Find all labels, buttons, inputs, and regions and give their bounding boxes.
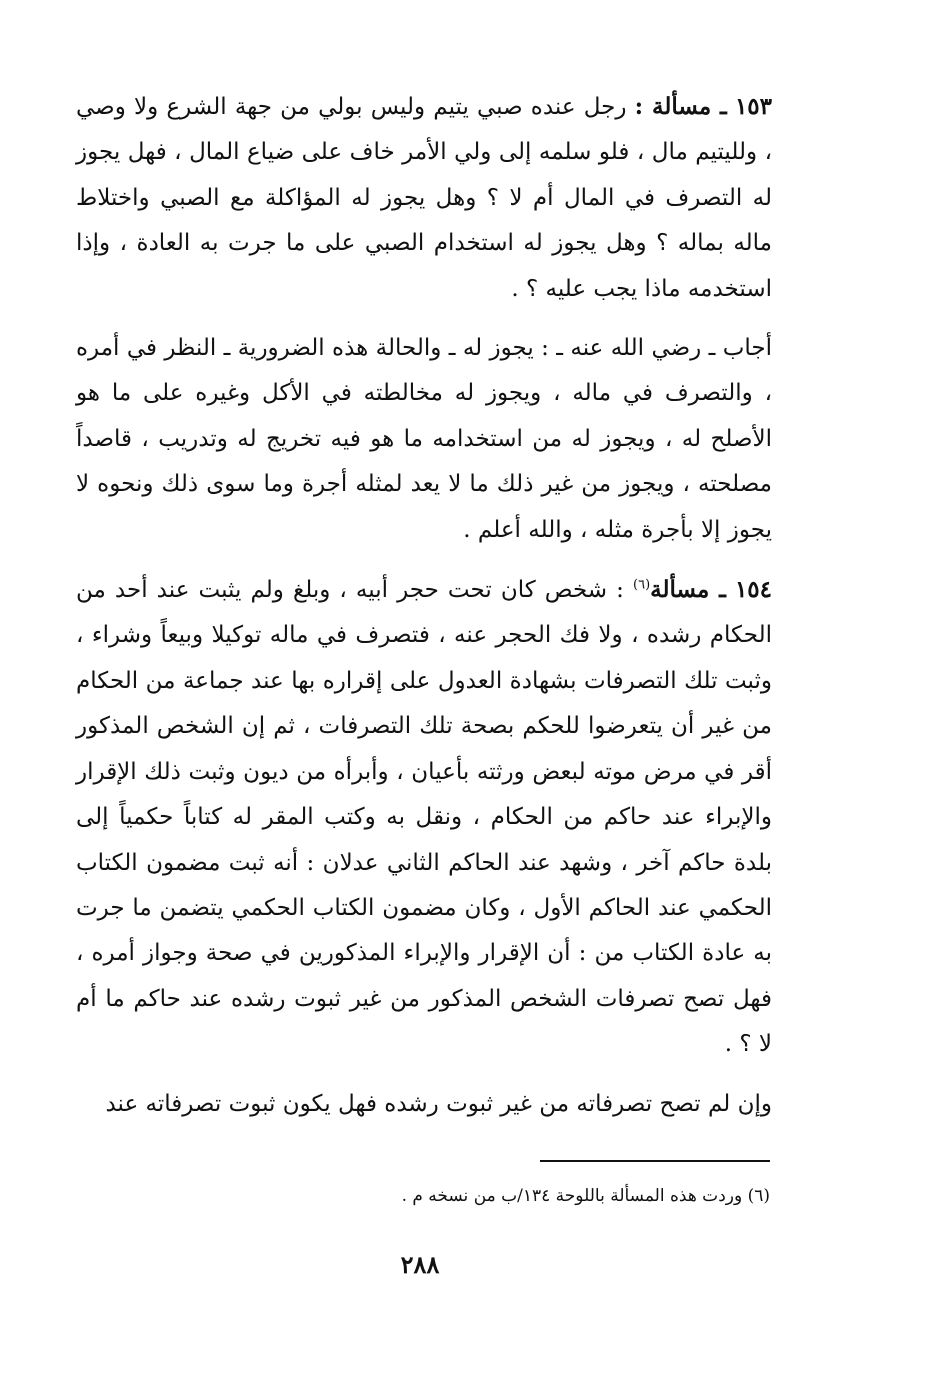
question-154-label: ـ مسألة <box>650 576 726 604</box>
footnote-divider <box>540 1160 770 1162</box>
footnote-reference[interactable]: (٦) <box>633 577 651 593</box>
answer-153 <box>76 326 772 553</box>
question-153-label: ـ مسألة : <box>634 93 727 120</box>
question-153 <box>76 84 772 312</box>
continuation-text: وإن لم تصح تصرفاته من غير ثبوت رشده فهل يكون ثبوت تصرفاته عند <box>105 1090 772 1117</box>
footnote: (٦) وردت هذه المسألة باللوحة ١٣٤/ب من نسخه م . <box>401 1186 770 1206</box>
question-154-text: : شخص كان تحت حجر أبيه ، وبلغ ولم يثبت عند أحد من الحكام رشده ، ولا فك الحجر عنه ، فتصرف في ماله توكيلا وبيعاً وشراء ، وثبت تلك التصرفات بشهادة العدول على إقراره بها عند جماعة من الحكام من غير أن يتعرضوا للحكم بصحة تلك التصرفات ، ثم إن الشخص المذكور أقر في مرض موته لبعض ورثته بأعيان ، وأبرأه من ديون وثبت ذلك الإقرار والإبراء عند حاكم من الحكام ، ونقل به وكتب المقر له كتاباً حكمياً إلى بلدة حاكم آخر ، وشهد عند الحاكم الثاني عدلان : أنه ثبت مضمون الكتاب الحكمي عند الحاكم الأول ، وكان مضمون الكتاب الحكمي يتضمن ما جرت به عادة الكتاب من : أن الإقرار والإبراء المذكورين في صحة وجواز أمره ، فهل تصح تصرفات الشخص المذكور من غير ثبوت رشده عند حاكم ما أم لا ؟ . <box>76 577 772 1058</box>
question-153-number: ١٥٣ <box>734 93 772 120</box>
page-body <box>76 84 772 1127</box>
question-154 <box>76 567 772 1067</box>
answer-153-text: أجاب ـ رضي الله عنه ـ : يجوز له ـ والحالة هذه الضرورية ـ النظر في أمره ، والتصرف في ماله ، ويجوز له مخالطته في الأكل وغيره على ما هو الأصلح له ، ويجوز له من استخدامه ما هو فيه تخريج له وتدريب ، قاصداً مصلحته ، ويجوز من غير ذلك ما لا يعد لمثله أجرة وما سوى ذلك ونحوه لا يجوز إلا بأجرة مثله ، والله أعلم . <box>76 335 772 543</box>
continuation-paragraph <box>76 1082 772 1127</box>
question-154-number: ١٥٤ <box>734 576 773 604</box>
question-153-text: رجل عنده صبي يتيم وليس بولي من جهة الشرع ولا وصي ، ولليتيم مال ، فلو سلمه إلى ولي الأمر خاف على ضياع المال ، فهل يجوز له التصرف في المال أم لا ؟ وهل يجوز له المؤاكلة مع الصبي واختلاط ماله بماله ؟ وهل يجوز له استخدام الصبي على ما جرت به العادة ، وإذا استخدمه ماذا يجب عليه ؟ . <box>76 94 772 302</box>
page-number: ٢٨٨ <box>400 1250 440 1279</box>
